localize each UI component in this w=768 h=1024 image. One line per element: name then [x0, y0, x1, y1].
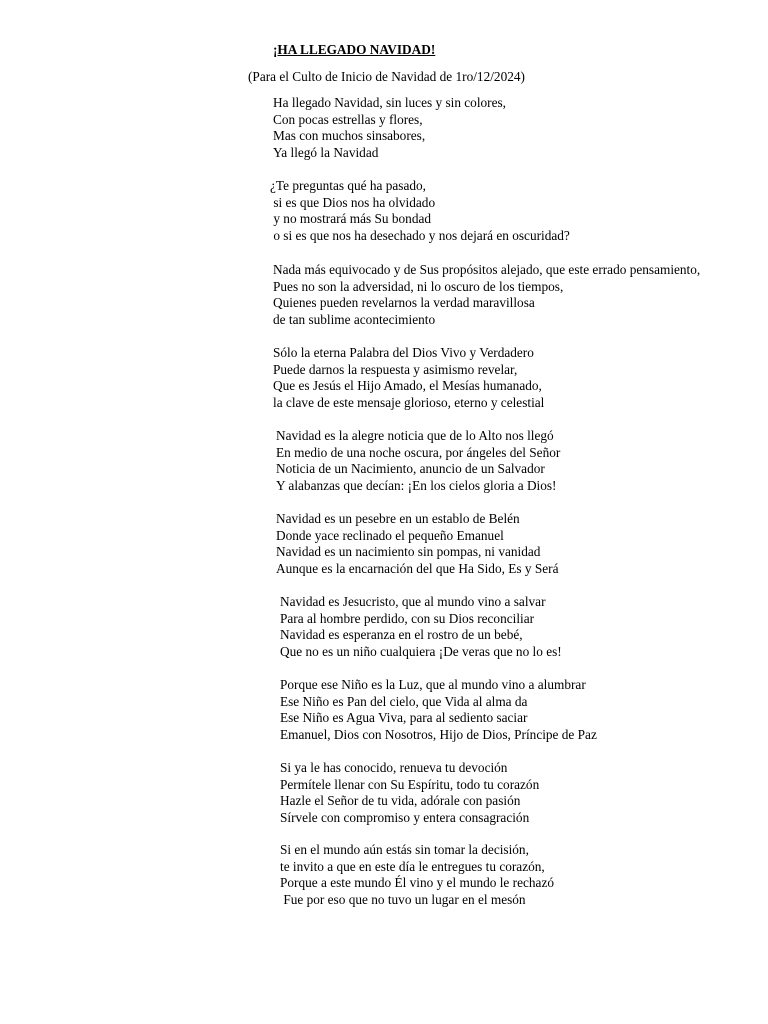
poem-line: Y alabanzas que decían: ¡En los cielos gloria a Dios! [276, 477, 557, 493]
poem-line: Ese Niño es Agua Viva, para al sediento saciar [280, 710, 528, 726]
poem-line: Quienes pueden revelarnos la verdad maravillosa [273, 295, 535, 311]
poem-line: Nada más equivocado y de Sus propósitos alejado, que este errado pensamiento, [273, 262, 701, 277]
stanza-3 [273, 262, 700, 328]
poem-line: Con pocas estrellas y flores, [273, 111, 423, 127]
stanza-1 [273, 95, 506, 161]
poem-title: ¡HA LLEGADO NAVIDAD! [273, 42, 436, 57]
poem-line: Hazle el Señor de tu vida, adórale con pasión [280, 793, 521, 809]
poem-line: Donde yace reclinado el pequeño Emanuel [276, 527, 504, 543]
poem-line: ¿Te preguntas qué ha pasado, [270, 178, 426, 193]
poem-line: Puede darnos la respuesta y asimismo revelar, [273, 361, 518, 377]
poem-line: Ese Niño es Pan del cielo, que Vida al alma da [280, 693, 528, 709]
stanza-7 [280, 594, 562, 660]
stanza-9 [280, 760, 539, 826]
poem-line: Si ya le has conocido, renueva tu devoción [280, 760, 508, 775]
poem-line: y no mostrará más Su bondad [270, 211, 432, 227]
poem-line: Que no es un niño cualquiera ¡De veras que no lo es! [280, 643, 562, 659]
stanza-8 [280, 677, 597, 743]
poem-line: te invito a que en este día le entregues tu corazón, [280, 858, 545, 874]
poem-line: la clave de este mensaje glorioso, eterno y celestial [273, 394, 545, 410]
poem-line: Navidad es esperanza en el rostro de un bebé, [280, 627, 523, 643]
poem-line: Aunque es la encarnación del que Ha Sido, Es y Será [276, 560, 559, 576]
poem-line: Si en el mundo aún estás sin tomar la decisión, [280, 842, 529, 857]
poem-line: o si es que nos ha desechado y nos dejará en oscuridad? [270, 227, 570, 243]
poem-line: Mas con muchos sinsabores, [273, 128, 426, 144]
stanza-2 [270, 178, 570, 244]
stanza-4 [273, 345, 544, 411]
poem-line: si es que Dios nos ha olvidado [270, 194, 436, 210]
poem-line: Fue por eso que no tuvo un lugar en el mesón [280, 891, 526, 907]
poem-line: Navidad es Jesucristo, que al mundo vino a salvar [280, 594, 546, 609]
poem-line: Porque a este mundo Él vino y el mundo le rechazó [280, 875, 554, 891]
poem-line: Permítele llenar con Su Espíritu, todo tu corazón [280, 776, 540, 792]
poem-line: Navidad es un nacimiento sin pompas, ni vanidad [276, 544, 541, 560]
poem-line: Pues no son la adversidad, ni lo oscuro de los tiempos, [273, 278, 564, 294]
poem-line: Sólo la eterna Palabra del Dios Vivo y Verdadero [273, 345, 534, 360]
poem-line: de tan sublime acontecimiento [273, 311, 436, 327]
stanza-6 [276, 511, 558, 577]
poem-line: Noticia de un Nacimiento, anuncio de un Salvador [276, 461, 545, 477]
poem-line: Emanuel, Dios con Nosotros, Hijo de Dios, Príncipe de Paz [280, 726, 597, 742]
stanza-10 [280, 842, 554, 908]
poem-subtitle: (Para el Culto de Inicio de Navidad de 1ro/12/2024) [248, 69, 525, 84]
poem-line: En medio de una noche oscura, por ángeles del Señor [276, 444, 561, 460]
stanza-5 [276, 428, 560, 494]
poem-line: Sírvele con compromiso y entera consagración [280, 809, 530, 825]
poem-line: Ha llegado Navidad, sin luces y sin colores, [273, 95, 507, 110]
poem-line: Que es Jesús el Hijo Amado, el Mesías humanado, [273, 378, 542, 394]
poem-line: Ya llegó la Navidad [273, 144, 379, 160]
poem-line: Porque ese Niño es la Luz, que al mundo vino a alumbrar [280, 677, 586, 692]
poem-line: Navidad es la alegre noticia que de lo Alto nos llegó [276, 428, 554, 443]
poem-line: Para al hombre perdido, con su Dios reconciliar [280, 610, 535, 626]
poem-line: Navidad es un pesebre en un establo de Belén [276, 511, 520, 526]
